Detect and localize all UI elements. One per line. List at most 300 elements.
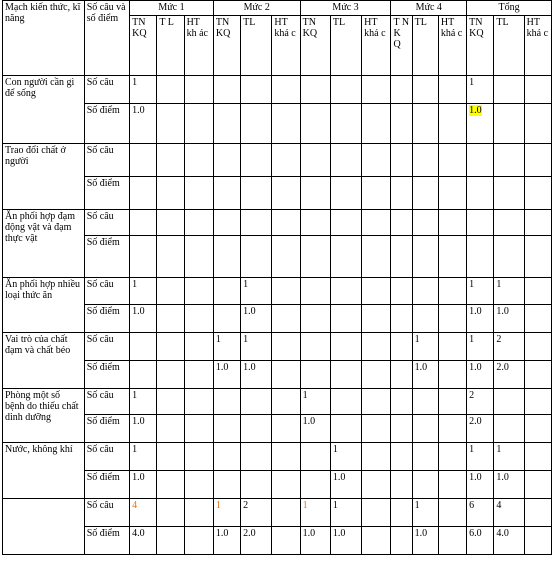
cell-count-tong-tn	[467, 210, 494, 236]
cell-count-m3-tl	[330, 76, 361, 104]
cell-points-m3-ht	[362, 471, 391, 499]
matrix-row	[3, 333, 552, 361]
sub-m3-tn: TN KQ	[300, 16, 330, 76]
cell-value: 1	[132, 77, 138, 88]
cell-count-m4-tl	[412, 389, 438, 415]
cell-count-tong-tl	[494, 499, 524, 527]
cell-count-m3-tl	[330, 144, 361, 177]
cell-count-m4-tl	[412, 333, 438, 361]
cell-count-m3-ht	[362, 333, 391, 361]
cell-value: 1.0	[132, 472, 145, 483]
header-row-levels	[3, 1, 552, 16]
header-level-3: Mức 3	[300, 1, 391, 16]
topic-cell: Phòng một số bệnh do thiếu chất dinh dưỡng	[3, 389, 85, 443]
cell-value: 1.0	[215, 362, 229, 373]
cell-points-tong-ht	[524, 305, 551, 333]
cell-points-m1-tl	[157, 415, 184, 443]
cell-value: 1.0	[414, 528, 428, 539]
cell-points-m3-tl	[330, 471, 361, 499]
cell-count-m3-tn	[300, 278, 330, 305]
cell-count-m3-ht	[362, 389, 391, 415]
cell-points-m4-tn	[391, 104, 412, 144]
cell-count-m2-ht	[272, 278, 300, 305]
cell-points-tong-tl	[494, 415, 524, 443]
cell-points-m2-tn	[213, 415, 240, 443]
cell-points-m3-ht	[362, 527, 391, 555]
cell-count-m1-ht	[184, 333, 213, 361]
header-level-2: Mức 2	[213, 1, 300, 16]
cell-count-m1-ht	[184, 76, 213, 104]
row-label-points: Số điểm	[84, 471, 129, 499]
sub-m2-ht: HT khá c	[272, 16, 300, 76]
cell-points-m2-ht	[272, 361, 300, 389]
cell-count-m1-tl	[157, 333, 184, 361]
row-label-count: Số câu	[84, 278, 129, 305]
cell-points-m3-tl	[330, 415, 361, 443]
row-label-count: Số câu	[84, 333, 129, 361]
cell-count-m1-ht	[184, 443, 213, 471]
cell-points-tong-tn	[467, 236, 494, 278]
cell-points-m3-ht	[362, 104, 391, 144]
cell-points-m4-tn	[391, 236, 412, 278]
matrix-row	[3, 471, 552, 499]
cell-count-tong-tl	[494, 333, 524, 361]
cell-points-m1-ht	[184, 177, 213, 210]
cell-count-m1-tl	[157, 278, 184, 305]
cell-points-m1-tl	[157, 177, 184, 210]
topic-cell: Ăn phối hợp đạm động vật và đạm thực vật	[3, 210, 85, 278]
cell-points-m2-tn	[213, 236, 240, 278]
cell-count-m3-ht	[362, 499, 391, 527]
cell-points-tong-ht	[524, 361, 551, 389]
cell-value: 6	[469, 500, 475, 511]
cell-count-m3-ht	[362, 443, 391, 471]
cell-points-m1-tn	[130, 177, 157, 210]
cell-count-m4-tn	[391, 389, 412, 415]
cell-points-m2-tl	[241, 236, 272, 278]
cell-points-m3-tl	[330, 236, 361, 278]
cell-count-m1-tn	[130, 443, 157, 471]
cell-count-m4-ht	[438, 278, 466, 305]
cell-points-m4-ht	[438, 471, 466, 499]
cell-points-m3-ht	[362, 236, 391, 278]
cell-count-tong-ht	[524, 499, 551, 527]
cell-value: 1	[469, 77, 475, 88]
cell-count-tong-ht	[524, 144, 551, 177]
cell-value: 1	[332, 444, 338, 455]
cell-count-tong-tl	[494, 389, 524, 415]
cell-points-m2-tl	[241, 527, 272, 555]
row-label-count: Số câu	[84, 210, 129, 236]
cell-count-m2-tn	[213, 278, 240, 305]
cell-points-m2-tn	[213, 104, 240, 144]
cell-value: 1.0	[302, 528, 316, 539]
header-type: Số câu và số điểm	[84, 1, 129, 76]
cell-value: 1	[414, 334, 420, 345]
cell-value: 4	[132, 500, 138, 511]
cell-count-m1-tl	[157, 499, 184, 527]
cell-count-m2-tl	[241, 499, 272, 527]
cell-value: 2.0	[469, 416, 482, 427]
cell-points-m3-tl	[330, 104, 361, 144]
cell-count-tong-tl	[494, 443, 524, 471]
cell-value: 1	[469, 334, 475, 345]
cell-count-m1-ht	[184, 389, 213, 415]
cell-points-m3-tn	[300, 361, 330, 389]
cell-points-tong-tn	[467, 471, 494, 499]
cell-count-m3-tl	[330, 278, 361, 305]
cell-count-m4-tn	[391, 144, 412, 177]
cell-count-m3-tn	[300, 389, 330, 415]
cell-value: 1.0	[332, 472, 346, 483]
cell-count-tong-tn	[467, 278, 494, 305]
cell-count-m2-tl	[241, 278, 272, 305]
sub-m4-ht: HT khá c	[438, 16, 466, 76]
cell-count-tong-ht	[524, 389, 551, 415]
cell-count-m3-tn	[300, 499, 330, 527]
matrix-row	[3, 210, 552, 236]
cell-points-m2-tl	[241, 415, 272, 443]
cell-count-m1-tn	[130, 333, 157, 361]
cell-points-m1-tn	[130, 305, 157, 333]
cell-value: 1.0	[132, 416, 145, 427]
cell-points-tong-ht	[524, 527, 551, 555]
cell-points-m4-tl	[412, 104, 438, 144]
cell-value: 1.0	[469, 472, 482, 483]
cell-points-tong-ht	[524, 104, 551, 144]
cell-count-tong-tn	[467, 333, 494, 361]
cell-points-m3-ht	[362, 305, 391, 333]
cell-points-m1-ht	[184, 305, 213, 333]
sub-m4-tn: T N K Q	[391, 16, 412, 76]
cell-points-m3-ht	[362, 415, 391, 443]
cell-count-m2-ht	[272, 210, 300, 236]
cell-points-m3-tn	[300, 471, 330, 499]
matrix-row	[3, 177, 552, 210]
row-label-count: Số câu	[84, 443, 129, 471]
cell-value: 2	[496, 334, 502, 345]
cell-count-m2-tn	[213, 76, 240, 104]
cell-points-m4-ht	[438, 527, 466, 555]
cell-value: 1.0	[469, 306, 482, 317]
cell-points-m2-ht	[272, 236, 300, 278]
cell-points-tong-tl	[494, 361, 524, 389]
sub-m3-ht: HT khá c	[362, 16, 391, 76]
cell-value: 6.0	[469, 528, 482, 539]
cell-count-tong-tn	[467, 499, 494, 527]
cell-value: 1	[496, 444, 502, 455]
topic-cell: Con người cần gì để sống	[3, 76, 85, 144]
cell-points-m3-tn	[300, 104, 330, 144]
cell-points-m4-tl	[412, 471, 438, 499]
cell-value: 1	[496, 279, 502, 290]
cell-value: 1.0	[302, 416, 316, 427]
header-topic: Mạch kiến thức, kĩ năng	[3, 1, 85, 76]
matrix-row	[3, 527, 552, 555]
cell-count-m3-tl	[330, 499, 361, 527]
row-label-count: Số câu	[84, 144, 129, 177]
cell-value: 1.0	[496, 306, 509, 317]
cell-count-m1-tl	[157, 144, 184, 177]
cell-points-m4-ht	[438, 104, 466, 144]
cell-count-m2-ht	[272, 443, 300, 471]
cell-value: 2.0	[496, 362, 509, 373]
cell-value: 1.0	[243, 362, 256, 373]
cell-points-m2-ht	[272, 305, 300, 333]
cell-count-tong-tn	[467, 144, 494, 177]
cell-points-m1-ht	[184, 527, 213, 555]
cell-value: 1	[215, 334, 221, 345]
test-matrix-table	[2, 0, 552, 555]
cell-count-m2-ht	[272, 333, 300, 361]
cell-points-m1-ht	[184, 104, 213, 144]
cell-count-m3-ht	[362, 210, 391, 236]
cell-count-m1-ht	[184, 499, 213, 527]
cell-count-m2-tn	[213, 499, 240, 527]
cell-points-tong-tn	[467, 361, 494, 389]
cell-points-tong-tn	[467, 104, 494, 144]
cell-points-m3-tl	[330, 527, 361, 555]
cell-count-m2-tl	[241, 144, 272, 177]
cell-count-m3-tn	[300, 144, 330, 177]
matrix-row	[3, 76, 552, 104]
cell-count-m4-tl	[412, 210, 438, 236]
cell-points-m1-tn	[130, 471, 157, 499]
cell-count-m1-tn	[130, 144, 157, 177]
cell-count-m2-tn	[213, 144, 240, 177]
cell-count-m3-tl	[330, 333, 361, 361]
cell-count-tong-tn	[467, 389, 494, 415]
cell-count-m1-tn	[130, 278, 157, 305]
cell-count-m4-tn	[391, 443, 412, 471]
cell-count-m3-ht	[362, 76, 391, 104]
cell-count-m1-tn	[130, 389, 157, 415]
row-label-points: Số điểm	[84, 104, 129, 144]
cell-points-m3-tn	[300, 415, 330, 443]
row-label-points: Số điểm	[84, 236, 129, 278]
cell-count-m4-tn	[391, 210, 412, 236]
cell-value: 1.0	[496, 472, 509, 483]
cell-points-m3-tn	[300, 305, 330, 333]
cell-value: 4.0	[132, 528, 145, 539]
cell-points-m1-tl	[157, 236, 184, 278]
row-label-points: Số điểm	[84, 415, 129, 443]
matrix-row	[3, 144, 552, 177]
sub-m2-tn: TN KQ	[213, 16, 240, 76]
cell-value: 1	[243, 334, 249, 345]
cell-count-m4-tl	[412, 443, 438, 471]
cell-points-m2-ht	[272, 415, 300, 443]
cell-value: 4	[496, 500, 502, 511]
cell-value: 1	[132, 444, 138, 455]
cell-value: 1.0	[215, 528, 229, 539]
cell-value: 1	[302, 500, 308, 511]
cell-points-m1-tn	[130, 527, 157, 555]
cell-points-m4-tl	[412, 361, 438, 389]
cell-count-m1-tn	[130, 499, 157, 527]
cell-points-m2-ht	[272, 471, 300, 499]
matrix-row	[3, 361, 552, 389]
cell-points-m4-ht	[438, 415, 466, 443]
cell-value: 1.0	[132, 306, 145, 317]
cell-count-m4-tn	[391, 76, 412, 104]
cell-points-m1-tn	[130, 415, 157, 443]
cell-count-m2-tn	[213, 210, 240, 236]
cell-value: 4.0	[496, 528, 509, 539]
cell-value: 2	[243, 500, 249, 511]
cell-value: 1	[469, 444, 475, 455]
cell-value: 1.0	[469, 105, 482, 116]
cell-points-m4-ht	[438, 236, 466, 278]
cell-count-m4-tn	[391, 499, 412, 527]
cell-points-m2-tl	[241, 471, 272, 499]
cell-points-m1-tl	[157, 104, 184, 144]
cell-count-tong-tn	[467, 443, 494, 471]
cell-count-m1-tl	[157, 76, 184, 104]
cell-value: 1	[215, 500, 221, 511]
cell-count-m1-ht	[184, 210, 213, 236]
cell-count-m4-ht	[438, 389, 466, 415]
sub-m1-ht: HT kh ác	[184, 16, 213, 76]
sub-m4-tl: TL	[412, 16, 438, 76]
matrix-row	[3, 499, 552, 527]
row-label-points: Số điểm	[84, 305, 129, 333]
cell-count-tong-tl	[494, 76, 524, 104]
cell-count-m2-tl	[241, 443, 272, 471]
cell-count-m1-tl	[157, 389, 184, 415]
cell-points-m2-ht	[272, 177, 300, 210]
cell-points-m4-tn	[391, 361, 412, 389]
sub-tong-tn: TN KQ	[467, 16, 494, 76]
topic-cell: Nước, không khí	[3, 443, 85, 499]
cell-points-m3-tn	[300, 177, 330, 210]
sub-tong-ht: HT khá c	[524, 16, 551, 76]
row-label-points: Số điểm	[84, 177, 129, 210]
cell-points-m4-tl	[412, 527, 438, 555]
cell-count-m4-ht	[438, 333, 466, 361]
cell-value: 2.0	[243, 528, 256, 539]
cell-points-m3-tn	[300, 527, 330, 555]
cell-count-tong-ht	[524, 278, 551, 305]
row-label-count: Số câu	[84, 499, 129, 527]
sub-m3-tl: TL	[330, 16, 361, 76]
cell-points-m3-ht	[362, 361, 391, 389]
matrix-row	[3, 236, 552, 278]
cell-points-tong-ht	[524, 471, 551, 499]
cell-points-m3-tl	[330, 305, 361, 333]
cell-count-tong-ht	[524, 333, 551, 361]
topic-cell: Ăn phối hợp nhiều loại thức ăn	[3, 278, 85, 333]
cell-count-tong-tn	[467, 76, 494, 104]
cell-points-m1-ht	[184, 361, 213, 389]
cell-value: 1.0	[332, 528, 346, 539]
cell-points-m4-tn	[391, 305, 412, 333]
topic-cell: Trao đổi chất ở người	[3, 144, 85, 210]
cell-points-m2-tl	[241, 305, 272, 333]
cell-points-m1-tn	[130, 236, 157, 278]
cell-points-tong-tn	[467, 177, 494, 210]
cell-points-m1-tl	[157, 527, 184, 555]
cell-value: 1	[243, 279, 249, 290]
cell-count-m1-tn	[130, 76, 157, 104]
header-total: Tổng	[467, 1, 552, 16]
cell-points-m1-ht	[184, 236, 213, 278]
row-label-points: Số điểm	[84, 527, 129, 555]
cell-count-m3-ht	[362, 144, 391, 177]
cell-points-tong-tn	[467, 527, 494, 555]
cell-value: 1	[469, 279, 475, 290]
row-label-count: Số câu	[84, 389, 129, 415]
cell-points-m1-ht	[184, 415, 213, 443]
cell-points-m2-tn	[213, 177, 240, 210]
cell-points-m2-ht	[272, 104, 300, 144]
cell-points-m1-tl	[157, 471, 184, 499]
matrix-row	[3, 305, 552, 333]
cell-count-tong-ht	[524, 210, 551, 236]
cell-value: 1	[132, 390, 138, 401]
cell-points-tong-ht	[524, 177, 551, 210]
cell-count-m2-tn	[213, 333, 240, 361]
topic-cell	[3, 499, 85, 555]
cell-count-m3-ht	[362, 278, 391, 305]
cell-count-m3-tn	[300, 210, 330, 236]
cell-count-m3-tl	[330, 210, 361, 236]
cell-points-tong-tl	[494, 177, 524, 210]
cell-count-m4-ht	[438, 76, 466, 104]
cell-count-m3-tl	[330, 389, 361, 415]
cell-count-m4-tl	[412, 278, 438, 305]
cell-count-m4-ht	[438, 499, 466, 527]
matrix-row	[3, 278, 552, 305]
cell-points-m3-tn	[300, 236, 330, 278]
topic-cell: Vai trò của chất đạm và chất béo	[3, 333, 85, 389]
cell-count-tong-tl	[494, 210, 524, 236]
cell-points-tong-tl	[494, 236, 524, 278]
cell-count-m4-tl	[412, 499, 438, 527]
sub-tong-tl: TL	[494, 16, 524, 76]
cell-points-m4-tn	[391, 527, 412, 555]
row-label-points: Số điểm	[84, 361, 129, 389]
cell-points-m1-tl	[157, 305, 184, 333]
cell-value: 1	[332, 500, 338, 511]
cell-count-m2-ht	[272, 499, 300, 527]
cell-points-m2-tl	[241, 104, 272, 144]
cell-count-m3-tn	[300, 333, 330, 361]
cell-points-m2-tn	[213, 471, 240, 499]
cell-value: 1	[414, 500, 420, 511]
cell-count-m4-ht	[438, 210, 466, 236]
cell-points-m2-ht	[272, 527, 300, 555]
cell-count-m2-tl	[241, 76, 272, 104]
sub-m1-tl: T L	[157, 16, 184, 76]
cell-count-tong-tl	[494, 278, 524, 305]
cell-count-m2-ht	[272, 76, 300, 104]
cell-count-m2-tn	[213, 443, 240, 471]
cell-points-m3-tl	[330, 177, 361, 210]
cell-count-m1-tl	[157, 210, 184, 236]
cell-count-m4-tl	[412, 76, 438, 104]
header-level-4: Mức 4	[391, 1, 467, 16]
matrix-row	[3, 415, 552, 443]
cell-count-m3-tn	[300, 76, 330, 104]
cell-points-m4-tn	[391, 471, 412, 499]
cell-points-m4-ht	[438, 177, 466, 210]
cell-count-m4-tl	[412, 144, 438, 177]
cell-count-m2-tl	[241, 389, 272, 415]
cell-points-tong-tn	[467, 415, 494, 443]
cell-value: 1.0	[414, 362, 428, 373]
cell-count-tong-ht	[524, 443, 551, 471]
